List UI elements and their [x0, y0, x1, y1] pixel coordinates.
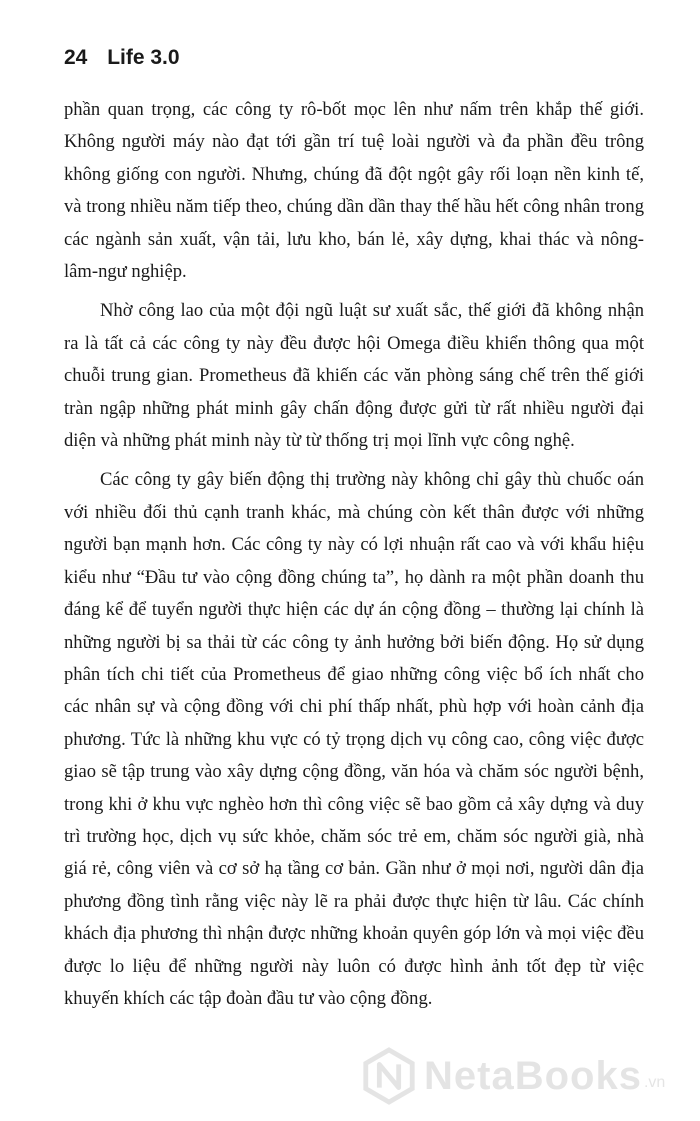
- body-text: [64, 94, 644, 1022]
- paragraph-3: Các công ty gây biến động thị trường này không chỉ gây thù chuốc oán với nhiều đối thủ cạnh tranh khác, mà chúng còn kết thân được với những người bạn mạnh hơn. Các công ty này có lợi nhuận rất cao và với khẩu hiệu kiểu như “Đầu tư vào cộng đồng chúng ta”, họ dành ra một phần doanh thu đáng kể để tuyển người thực hiện các dự án cộng đồng – thường lại chính là những người bị sa thải từ các công ty ảnh hưởng bởi biến động. Họ sử dụng phân tích chi tiết của Prometheus để giao những công việc bổ ích nhất cho các nhân sự và cộng đồng với chi phí thấp nhất, phù hợp với hoàn cảnh địa phương. Tức là những khu vực có tỷ trọng dịch vụ công cao, công việc được giao sẽ tập trung vào xây dựng cộng đồng, văn hóa và chăm sóc người bệnh, trong khi ở khu vực nghèo hơn thì công việc sẽ bao gồm cả xây dựng và duy trì trường học, dịch vụ sức khỏe, chăm sóc trẻ em, chăm sóc người già, nhà giá rẻ, công viên và cơ sở hạ tầng cơ bản. Gần như ở mọi nơi, người dân địa phương đồng tình rằng việc này lẽ ra phải được thực hiện từ lâu. Các chính khách địa phương thì nhận được những khoản quyên góp lớn và mọi việc đều được lo liệu để những người này luôn có được hình ảnh tốt đẹp từ việc khuyến khích các tập đoàn đầu tư vào cộng đồng.: [64, 469, 644, 1009]
- paragraph-2: Nhờ công lao của một đội ngũ luật sư xuất sắc, thế giới đã không nhận ra là tất cả các công ty này đều được hội Omega điều khiển thông qua một chuỗi trung gian. Prometheus đã khiến các văn phòng sáng chế trên thế giới tràn ngập những phát minh gây chấn động được gửi từ rất nhiều người đại diện và những phát minh này từ từ thống trị mọi lĩnh vực công nghệ.: [64, 300, 644, 452]
- paragraph-1: phần quan trọng, các công ty rô-bốt mọc lên như nấm trên khắp thế giới. Không người máy nào đạt tới gần trí tuệ loài người và đa phần đều trông không giống con người. Nhưng, chúng đã đột ngột gây rối loạn nền kinh tế, và trong nhiều năm tiếp theo, chúng dần dần thay thế hầu hết công nhân trong các ngành sản xuất, vận tải, lưu kho, bán lẻ, xây dựng, khai thác và nông-lâm-ngư nghiệp.: [64, 99, 644, 283]
- book-title: Life 3.0: [107, 46, 180, 69]
- watermark-suffix: .vn: [643, 1074, 666, 1091]
- watermark-text: NetaBooks: [424, 1053, 642, 1098]
- netabooks-logo-icon: [360, 1047, 418, 1105]
- page-number: 24: [64, 46, 88, 69]
- watermark: [360, 1046, 690, 1106]
- running-header: [64, 46, 180, 70]
